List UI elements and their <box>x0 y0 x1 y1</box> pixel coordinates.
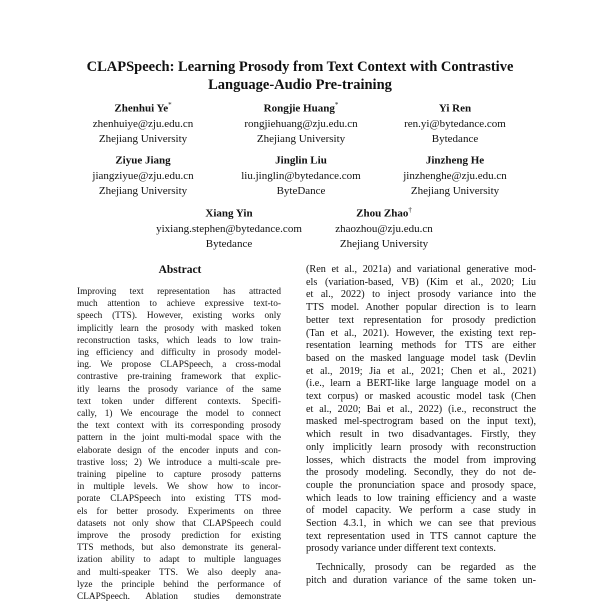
author-email: yixiang.stephen@bytedance.com <box>156 222 302 235</box>
body-text <box>306 264 536 588</box>
abstract-line: ization ability to adapt to multiple languages <box>77 555 281 566</box>
abstract-line: TTS methods, but also demonstrate its general- <box>77 543 281 554</box>
author-email: jinzhenghe@zju.edu.cn <box>403 169 507 182</box>
author-affiliation: Bytedance <box>431 132 479 145</box>
abstract-line: text token under different contexts. Specifi- <box>77 396 281 407</box>
author-email: zhaozhou@zju.edu.cn <box>335 222 433 235</box>
abstract-line: CLAPSpeech. Ablation studies demonstrate <box>77 592 281 603</box>
abstract-line: much attention to achieve expressive text-to- <box>77 299 281 310</box>
body-line: which leads to low training efficiency and a waste <box>306 492 536 504</box>
body-line: et al., 2022) to inject prosody variance into the <box>306 289 536 301</box>
abstract-line: contrastive pre-training framework that explic- <box>77 372 281 383</box>
abstract-text <box>77 286 281 603</box>
author-name: Yi Ren <box>438 102 472 115</box>
abstract-line: els for better prosody. Experiments on three <box>77 506 281 517</box>
author-name: Zhou Zhao† <box>356 206 412 220</box>
abstract-line: in multiple levels. We show how to incor- <box>77 482 281 493</box>
body-line: prosody variance under different text contexts. <box>306 543 496 555</box>
body-line: TTS model. Another popular direction is to learn <box>306 302 536 314</box>
body-line: losses, which distracts the model from improving <box>306 454 536 466</box>
body-line: couple the pronunciation space and prosody space, <box>306 479 536 491</box>
body-line: masked mel-spectrogram based on the input text), <box>306 416 536 428</box>
author-email: rongjiehuang@zju.edu.cn <box>244 117 358 130</box>
title-line-2: Language-Audio Pre-training <box>208 77 392 93</box>
body-line: text corpus) or masked acoustic model task (Chen <box>306 391 536 403</box>
body-line: et al., 2020; Bai et al., 2022) (i.e., reconstruct the <box>306 403 536 415</box>
body-line: which result in two disadvantages. Firstly, they <box>306 429 536 441</box>
body-line: Section 4.3.1, in which we can see that previous <box>306 518 536 530</box>
author-email: liu.jinglin@bytedance.com <box>241 169 361 182</box>
abstract-line: pattern in the joint multi-modal space with the <box>77 433 281 444</box>
abstract-line: and multi-speaker TTS. We also deeply ana- <box>77 567 281 578</box>
author-name: Jinglin Liu <box>275 154 327 167</box>
author-affiliation: Zhejiang University <box>256 132 346 145</box>
author-name: Ziyue Jiang <box>115 154 171 167</box>
body-line: only implicitly learn prosody with reconstruction <box>306 441 536 453</box>
author-name: Zhenhui Ye* <box>114 101 172 115</box>
author-affiliation: Zhejiang University <box>98 132 188 145</box>
author-affiliation: Zhejiang University <box>98 184 188 197</box>
abstract-line: the text context with its corresponding prosody <box>77 421 281 432</box>
author-affiliation: Zhejiang University <box>339 237 429 250</box>
abstract-line: improve the prosody prediction for existing <box>77 531 281 542</box>
abstract-heading: Abstract <box>158 264 202 276</box>
abstract-line: Improving text representation has attracted <box>77 287 281 297</box>
abstract-line: itly learns the prosody variance of the same <box>77 384 281 395</box>
body-line: based on the masked language model task (Devlin <box>306 352 536 364</box>
title-line-1: CLAPSpeech: Learning Prosody from Text Context with Contrastive <box>86 59 514 75</box>
body-line: of model capacity. We perform a case study in <box>306 505 536 517</box>
author-email: ren.yi@bytedance.com <box>404 117 506 130</box>
body-line: (Tan et al., 2021). However, the existing text rep- <box>306 327 536 339</box>
author-affiliation: ByteDance <box>276 184 326 197</box>
corresponding-author-mark: † <box>408 206 412 214</box>
abstract-line: trastive loss; 2) We introduce a multi-scale pre- <box>77 457 281 468</box>
body-line: et al., 2019; Jia et al., 2021; Chen et al., 2021) <box>306 365 536 377</box>
body-line: Technically, prosody can be regarded as the <box>316 562 536 574</box>
author-block-3 <box>355 98 555 147</box>
body-line: the prosody modeling. Secondly, they do not de- <box>306 467 536 479</box>
abstract-line: porate CLAPSpeech into existing TTS mod- <box>77 494 281 505</box>
equal-contribution-mark: * <box>168 101 172 109</box>
abstract-line: lyze the principle behind the performance of <box>77 579 281 590</box>
author-affiliation: Bytedance <box>205 237 253 250</box>
abstract-line: reconstruction tasks, which leads to low train- <box>77 335 281 346</box>
abstract-line: training pipeline to capture prosody patterns <box>77 470 281 481</box>
body-line: text representation used in TTS cannot capture the <box>306 530 536 542</box>
abstract-line: ing. We propose CLAPSpeech, a cross-modal <box>77 360 281 371</box>
abstract-line: speech (TTS). However, existing works only <box>77 311 281 322</box>
body-line: (i.e., learn a BERT-like large language model on a <box>306 378 536 390</box>
author-name: Jinzheng He <box>425 154 485 167</box>
author-email: zhenhuiye@zju.edu.cn <box>92 117 194 130</box>
author-name: Xiang Yin <box>205 207 253 220</box>
author-affiliation: Zhejiang University <box>410 184 500 197</box>
author-block-6 <box>355 150 555 199</box>
author-name: Rongjie Huang* <box>263 101 339 115</box>
abstract-line: elaborate design of the encoder inputs and con- <box>77 445 281 456</box>
body-line: els (variation-based, VB) (Kim et al., 2020; Liu <box>306 276 536 288</box>
paper-title <box>0 58 600 94</box>
equal-contribution-mark: * <box>334 101 339 109</box>
author-block-8 <box>284 203 484 252</box>
body-line: resentation learning methods for TTS are either <box>306 340 536 352</box>
author-email: jiangziyue@zju.edu.cn <box>92 169 194 182</box>
body-line: (Ren et al., 2021a) and variational generative mod- <box>306 264 536 275</box>
body-line: better text representation for prosody prediction <box>306 314 536 326</box>
abstract-line: cally, 1) We encourage the model to connect <box>77 409 281 420</box>
body-line: pitch and duration variance of the same token un- <box>306 574 536 586</box>
abstract-line: datasets not only show that CLAPSpeech could <box>77 518 281 529</box>
abstract-line: ing efficiency and difficulty in prosody model- <box>77 348 281 359</box>
abstract-line: implicitly learn the prosody with masked token <box>77 323 281 334</box>
